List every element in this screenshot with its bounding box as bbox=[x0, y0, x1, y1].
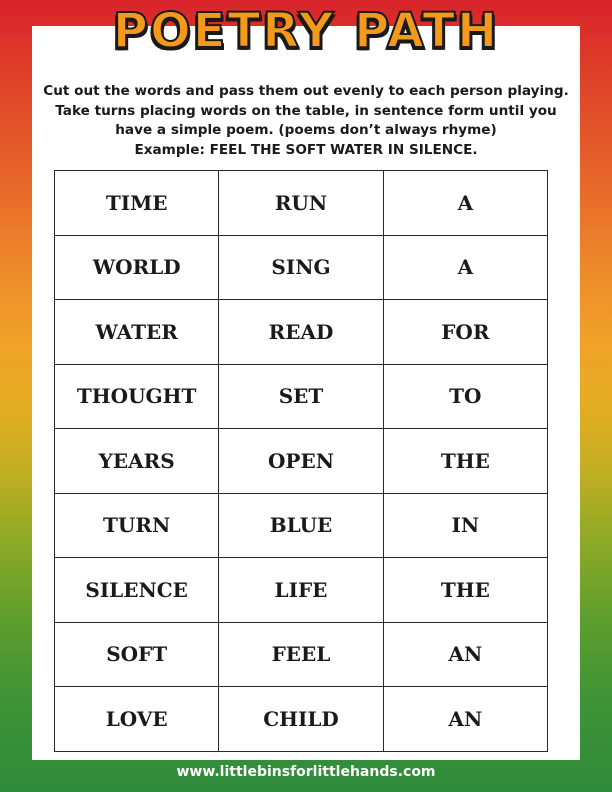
word-card: THOUGHT bbox=[55, 364, 219, 429]
table-row bbox=[55, 364, 548, 429]
instruction-line: have a simple poem. (poems don’t always rhyme) bbox=[115, 122, 497, 138]
word-card: A bbox=[383, 171, 547, 236]
word-card: WATER bbox=[55, 300, 219, 365]
table-row bbox=[55, 493, 548, 558]
table-row bbox=[55, 235, 548, 300]
table-row bbox=[55, 622, 548, 687]
word-card: FEEL bbox=[219, 622, 383, 687]
instruction-line: Cut out the words and pass them out evenly to each person playing. bbox=[43, 83, 569, 99]
table-row bbox=[55, 687, 548, 752]
word-card: FOR bbox=[383, 300, 547, 365]
word-card: OPEN bbox=[219, 429, 383, 494]
word-card: AN bbox=[383, 622, 547, 687]
word-card: TURN bbox=[55, 493, 219, 558]
table-row bbox=[55, 429, 548, 494]
word-card: YEARS bbox=[55, 429, 219, 494]
word-card: A bbox=[383, 235, 547, 300]
instructions bbox=[36, 82, 576, 160]
word-table bbox=[54, 170, 548, 752]
example-line: Example: FEEL THE SOFT WATER IN SILENCE. bbox=[134, 141, 478, 158]
word-card: TIME bbox=[55, 171, 219, 236]
word-card: RUN bbox=[219, 171, 383, 236]
table-row bbox=[55, 558, 548, 623]
word-card: TO bbox=[383, 364, 547, 429]
word-card: BLUE bbox=[219, 493, 383, 558]
word-card: SET bbox=[219, 364, 383, 429]
table-row bbox=[55, 171, 548, 236]
word-card: AN bbox=[383, 687, 547, 752]
word-card: IN bbox=[383, 493, 547, 558]
word-card: CHILD bbox=[219, 687, 383, 752]
word-card: READ bbox=[219, 300, 383, 365]
word-card: SING bbox=[219, 235, 383, 300]
word-card: WORLD bbox=[55, 235, 219, 300]
word-card: LIFE bbox=[219, 558, 383, 623]
word-card: SILENCE bbox=[55, 558, 219, 623]
website-url: www.littlebinsforlittlehands.com bbox=[176, 764, 436, 780]
word-card: THE bbox=[383, 429, 547, 494]
page-title: POETRY PATH bbox=[112, 3, 500, 59]
instruction-line: Take turns placing words on the table, in sentence form until you bbox=[55, 102, 557, 119]
word-card: LOVE bbox=[55, 687, 219, 752]
word-card: SOFT bbox=[55, 622, 219, 687]
word-card: THE bbox=[383, 558, 547, 623]
table-row bbox=[55, 300, 548, 365]
